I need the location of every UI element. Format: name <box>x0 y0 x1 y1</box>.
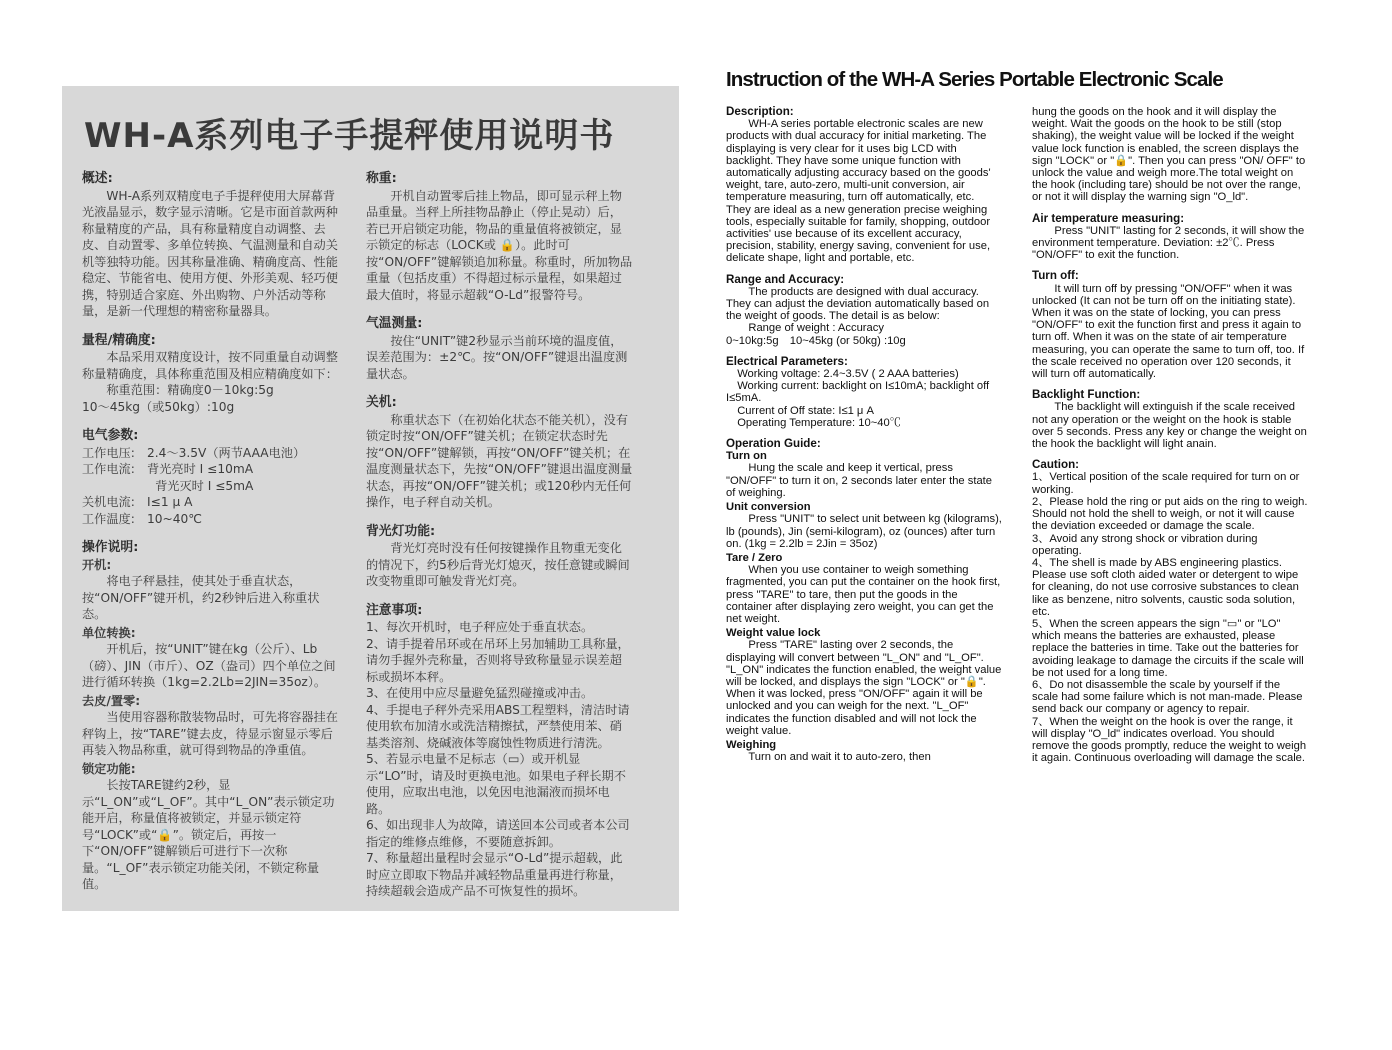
english-column-right <box>1032 106 1308 773</box>
manual-section <box>82 693 340 759</box>
manual-section <box>726 627 1002 737</box>
section-heading: Operation Guide: <box>726 437 821 451</box>
manual-section <box>726 739 1002 763</box>
section-heading: 操作说明: <box>82 540 139 555</box>
manual-section <box>726 450 1002 499</box>
manual-section <box>726 274 1002 347</box>
section-heading: Range and Accuracy: <box>726 272 845 286</box>
english-column-left <box>726 106 1002 773</box>
manual-section <box>726 356 1002 429</box>
chinese-column-left <box>82 171 340 913</box>
manual-section <box>366 603 634 900</box>
manual-section <box>1032 459 1308 764</box>
section-body: Press "UNIT" lasting for 2 seconds, it will show the environment temperature. Deviation: ±2℃. Press "ON/OFF" to exit the function. <box>1032 224 1305 262</box>
subsection-heading: 去皮/置零: <box>82 693 141 708</box>
section-body: The backlight will extinguish if the scale received not any operation or the weight on the hook is stable over 5 seconds. Press any key or change the weight on the hook the backlight will light anain. <box>1032 401 1307 451</box>
section-body: When you use container to weigh something fragmented, you can put the container on the hook first, press "TARE" to tare, then put the goods in the container after displaying zero weight, you can get the net weight. <box>726 564 1001 625</box>
section-body: hung the goods on the hook and it will display the weight. Wait the goods on the hook to be still (stop shaking), the weight value will be locked if the weight value lock function is enabled, the screen displays the sign "LOCK" or "🔒". Then you can press "ON/ OFF" to unlock the value and weigh more.The total weight on the hook (including tare) should be not over the range, or not it will display the warning sign "O_ld". <box>1032 106 1306 204</box>
manual-section <box>726 501 1002 550</box>
section-body: 1、每次开机时，电子秤应处于垂直状态。 2、请手提着吊环或在吊环上另加辅助工具称量，请勿手握外壳称量，否则将导致称量显示误差超标或损坏本秤。 3、在使用中应尽量避免猛烈碰撞或冲击。 4、手提电子秤外壳采用ABS工程塑料，清洁时请使用软布加清水或洗洁精擦拭，严禁使用苯、硝基类溶剂、烧碱液体等腐蚀性物质进行清洗。 5、若显示电量不足标志（▭）或开机显示“LO”时，请及时更换电池。如果电子秤长期不使用，应取出电池，以免因电池漏液而损坏电路。 6、如出现非人为故障，请送回本公司或者本公司指定的维修点维修，不要随意拆卸。 7、称量超出量程时会显示“O-Ld”提示超载，此时应立即取下物品并减轻物品重量再进行称量，持续超载会造成产品不可恢复性的损坏。 <box>366 620 630 898</box>
chinese-column-right <box>366 171 634 913</box>
subsection-heading: Unit conversion <box>726 501 811 514</box>
chinese-title: WH-A系列电子手提秤使用说明书 <box>84 116 615 156</box>
manual-section <box>82 171 340 320</box>
manual-section <box>1032 389 1308 450</box>
section-body: Working voltage: 2.4~3.5V ( 2 AAA batteries) Working current: backlight on I≤10mA; backlight off I≤5mA. Current of Off state: I≤1 μ A Operating Temperature: 10~40℃ <box>726 368 990 429</box>
english-title: Instruction of the WH-A Series Portable Electronic Scale <box>726 68 1223 91</box>
english-manual-page <box>722 68 1312 918</box>
section-body: The products are designed with dual accuracy. They can adjust the deviation automatically based on the weight of goods. The detail is as below: Range of weight : Accuracy 0~10kg:5g 10~45kg (or 50kg) :10g <box>726 285 990 347</box>
subsection-heading: Weighing <box>726 738 777 751</box>
section-body: Turn on and wait it to auto-zero, then <box>726 751 931 764</box>
section-body: Hung the scale and keep it vertical, press "ON/OFF" to turn it on, 2 seconds later enter the state of weighing. <box>726 462 992 499</box>
manual-section <box>82 557 340 623</box>
section-body: 长按TARE键约2秒，显示“L_ON”或“L_OF”。其中“L_ON”表示锁定功能开启，称量值将被锁定，并显示锁定符号“LOCK”或“🔒”。锁定后，再按一下“ON/OFF”键解锁后可进行下一次称量。“L_OF”表示锁定功能关闭，不锁定称量值。 <box>82 778 335 891</box>
section-body: 背光灯亮时没有任何按键操作且物重无变化的情况下，约5秒后背光灯熄灭，按任意键或瞬间改变物重即可触发背光灯亮。 <box>366 541 630 588</box>
subsection-heading: 开机: <box>82 557 112 572</box>
section-heading: 量程/精确度: <box>82 332 156 348</box>
subsection-heading: Weight value lock <box>726 627 821 640</box>
manual-section <box>726 106 1002 265</box>
manual-section <box>366 395 634 511</box>
manual-section <box>1032 270 1308 380</box>
section-heading: 关机: <box>366 395 397 410</box>
manual-section <box>366 316 634 382</box>
manual-section <box>82 540 340 557</box>
section-body: 按住“UNIT”键2秒显示当前环境的温度值，误差范围为：±2℃。按“ON/OFF”键退出温度测量状态。 <box>366 333 628 381</box>
manual-section <box>726 552 1002 625</box>
section-body: 将电子秤悬挂，使其处于垂直状态，按“ON/OFF”键开机，约2秒钟后进入称重状态。 <box>82 574 320 621</box>
section-body: It will turn off by pressing "ON/OFF" when it was unlocked (It can not be turn off on the initiating state). When it was on the state of locking, you can press "ON/OFF" to exit the function first and press it again to turn off. When it was on the state of air temperature measuring, you can operate the same to turn off, too. If the scale received no operation over 120 seconds, it will turn off automatically. <box>1032 282 1305 381</box>
section-body: WH-A series portable electronic scales are new products with dual accuracy for initial marketing. The displaying is very clear for it uses big LCD with backlight. They have some unique function with automatically adjusting accuracy based on the goods' weight, tare, auto-zero, multi-unit conversion, air temperature measuring, turn off automatically, etc. They are ideal as a new generation precise weighing tools, especially suitable for family, shopping, outdoor activities' use because of its excellent accuracy, precision, stability, energy saving, convenient for use, delicate shape, light and portable, etc. <box>726 118 991 265</box>
section-heading: 概述: <box>82 171 113 186</box>
manual-section <box>82 761 340 893</box>
section-body: 本品采用双精度设计，按不同重量自动调整称量精确度，具体称重范围及相应精确度如下： 称重范围：精确度0－10kg:5g 10～45kg（或50kg）:10g <box>82 350 338 414</box>
section-body: 1、Vertical position of the scale required for turn on or working. 2、Please hold the ring or put aids on the ring to weigh. Should not hold the shell to weigh, or not it will cause the deviation exceeded or damage the scale. 3、Avoid any strong shock or vibration during operating. 4、The shell is made by ABS engineering plastics. Please use soft cloth aided water or detergent to wipe for cleaning, do not use corrosive substances to clean like as benzene, nitro solvents, caustic soda solution, etc. 5、When the screen appears the sign "▭" or "LO" which means the batteries are exhausted, please replace the batteries in time. Take out the batteries for avoiding leakage to damage the circuits if the scale will be not used for a long time. 6、Do not disassemble the scale by yourself if the scale had some failure which is not man-made. Please send back our company or agency to repair. 7、When the weight on the hook is over the range, it will display "O_ld" indicates overload. You should remove the goods promptly, reduce the weight to weigh it again. Continuous overloading will damage the scale. <box>1032 471 1308 765</box>
subsection-heading: Tare / Zero <box>726 551 783 564</box>
section-heading: Air temperature measuring: <box>1032 211 1185 225</box>
section-body: Press "TARE" lasting over 2 seconds, the displaying will convert between "L_ON" and "L_OF". "L_ON" indicates the function enabled, the weight value will be locked, and displays the sign "LOCK" or "🔒". When it was locked, press "ON/OFF" again it will be unlocked and you can weigh for the next. "L_OF" indicates the function disabled and will not lock the weight value. <box>726 639 1002 737</box>
manual-section <box>82 625 340 691</box>
section-heading: 电气参数: <box>82 428 139 443</box>
subsection-heading: Turn on <box>726 450 767 463</box>
manual-section <box>1032 213 1308 262</box>
section-body: 工作电压: 2.4～3.5V（两节AAA电池） 工作电流: 背光亮时 I ≤10mA 背光灭时 I ≤5mA 关机电流: I≤1 μ A 工作温度: 10~40℃ <box>82 445 306 526</box>
section-heading: Backlight Function: <box>1032 388 1141 402</box>
manual-section <box>1032 106 1308 204</box>
manual-section <box>82 428 340 527</box>
section-heading: Turn off: <box>1032 269 1079 283</box>
section-heading: Electrical Parameters: <box>726 354 848 368</box>
section-heading: 气温测量: <box>366 316 423 331</box>
section-body: 开机自动置零后挂上物品，即可显示秤上物品重量。当秤上所挂物品静止（停止晃动）后，若已开启锁定功能，物品的重量值将被锁定，显示锁定的标志（LOCK或 🔒）。此时可按“ON/OFF”键解锁追加称量。称重时，所加物品重量（包括皮重）不得超过标示量程，如果超过最大值时，将显示超载“O-Ld”报警符号。 <box>366 188 633 302</box>
section-body: 开机后，按“UNIT”键在kg（公斤）、Lb（磅）、JIN（市斤）、OZ（盎司）四个单位之间进行循环转换（1kg=2.2Lb=2JIN=35oz）。 <box>82 642 336 689</box>
section-body: 当使用容器称散装物品时，可先将容器挂在秤钩上，按“TARE”键去皮，待显示窗显示零后再装入物品称重，就可得到物品的净重值。 <box>82 710 338 757</box>
subsection-heading: 单位转换: <box>82 625 136 640</box>
section-heading: 注意事项: <box>366 602 423 618</box>
manual-section <box>82 333 340 416</box>
section-body: WH-A系列双精度电子手提秤使用大屏幕背光液晶显示，数字显示清晰。它是市面首款两种称量精度的产品，具有称量精度自动调整、去皮、自动置零、多单位转换、气温测量和自动关机等独特功能。因其称量准确、精确度高、性能稳定、节能省电、使用方便、外形美观、轻巧便携，特别适合家庭、外出购物、户外活动等称量，是新一代理想的精密称量器具。 <box>82 188 338 318</box>
section-heading: Caution: <box>1032 458 1080 472</box>
manual-section <box>726 438 1002 450</box>
subsection-heading: 锁定功能: <box>82 761 136 776</box>
section-heading: 背光灯功能: <box>366 523 436 539</box>
manual-section <box>366 524 634 590</box>
section-heading: Description: <box>726 105 794 118</box>
chinese-manual-page <box>62 86 679 911</box>
manual-section <box>366 171 634 303</box>
section-heading: 称重: <box>366 171 397 186</box>
section-body: Press "UNIT" to select unit between kg (kilograms), lb (pounds), Jin (semi-kilogram), oz (ounces) after turn on. (1kg = 2.2lb = 2Jin = 35oz) <box>726 513 1002 550</box>
section-body: 称重状态下（在初始化状态不能关机），没有锁定时按“ON/OFF”键关机；在锁定状态时先按“ON/OFF”键解锁，再按“ON/OFF”键关机；在温度测量状态下，先按“ON/OFF”键退出温度测量状态，再按“ON/OFF”键关机；或120秒内无任何操作，电子秤自动关机。 <box>366 412 633 509</box>
